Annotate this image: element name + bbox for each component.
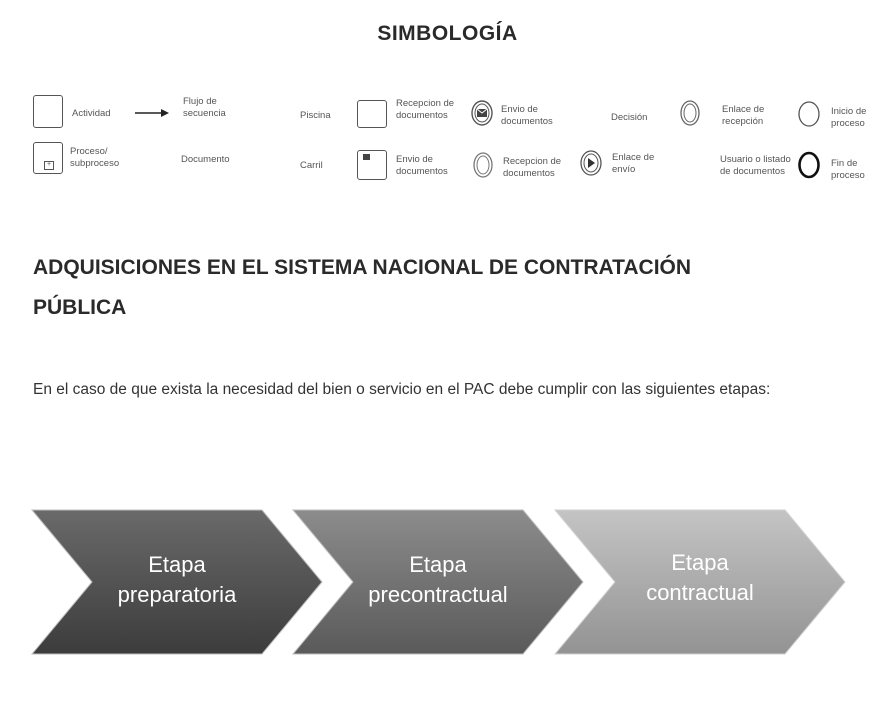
legend-label-recepcion-1: Recepcion de documentos	[396, 98, 455, 121]
plus-icon: +	[44, 161, 54, 170]
legend-label-usuario: Usuario o listado de documentos	[720, 154, 791, 177]
send-documents-symbol	[357, 150, 387, 180]
legend-label-inicio: Inicio de proceso	[831, 106, 867, 129]
start-event-icon	[797, 100, 821, 128]
legend-label-proceso: Proceso/ subproceso	[70, 146, 120, 169]
legend-label-piscina: Piscina	[300, 110, 331, 121]
legend-label-carril: Carril	[300, 160, 323, 171]
intro-paragraph: En el caso de que exista la necesidad del bien o servicio en el PAC debe cumplir con las siguientes etapas:	[33, 381, 771, 398]
legend-label-recepcion-2: Recepcion de documentos	[503, 156, 562, 179]
legend-label-flujo: Flujo de secuencia	[183, 96, 226, 119]
legend-label-envio-2: Envio de documentos	[396, 154, 448, 177]
legend-label-documento: Documento	[181, 154, 230, 165]
symbol-legend	[0, 0, 895, 200]
stage-label-2: Etapa precontractual	[368, 552, 508, 607]
link-receive-icon	[679, 98, 701, 128]
activity-symbol	[33, 95, 63, 128]
legend-label-enlace-envio: Enlace de envío	[612, 152, 655, 175]
send-documents-icon	[470, 98, 494, 128]
link-send-icon	[579, 148, 603, 178]
stage-label-3: Etapa contractual	[646, 550, 754, 605]
stages-diagram	[0, 490, 895, 670]
receive-documents-icon	[472, 150, 494, 180]
section-heading: ADQUISICIONES EN EL SISTEMA NACIONAL DE CONTRATACIÓN PÚBLICA	[33, 256, 692, 319]
legend-label-decision: Decisión	[611, 112, 648, 123]
legend-label-actividad: Actividad	[72, 108, 111, 119]
end-event-icon	[797, 150, 821, 180]
legend-label-envio-1: Envio de documentos	[501, 104, 553, 127]
page-title: SIMBOLOGÍA	[377, 22, 518, 45]
subprocess-symbol	[33, 142, 63, 174]
stage-label-1: Etapa preparatoria	[117, 552, 237, 607]
envelope-icon	[363, 154, 370, 160]
receive-documents-symbol	[357, 100, 387, 128]
arrow-icon	[135, 108, 169, 118]
legend-label-enlace-recepcion: Enlace de recepción	[722, 104, 765, 127]
legend-label-fin: Fin de proceso	[831, 158, 865, 181]
